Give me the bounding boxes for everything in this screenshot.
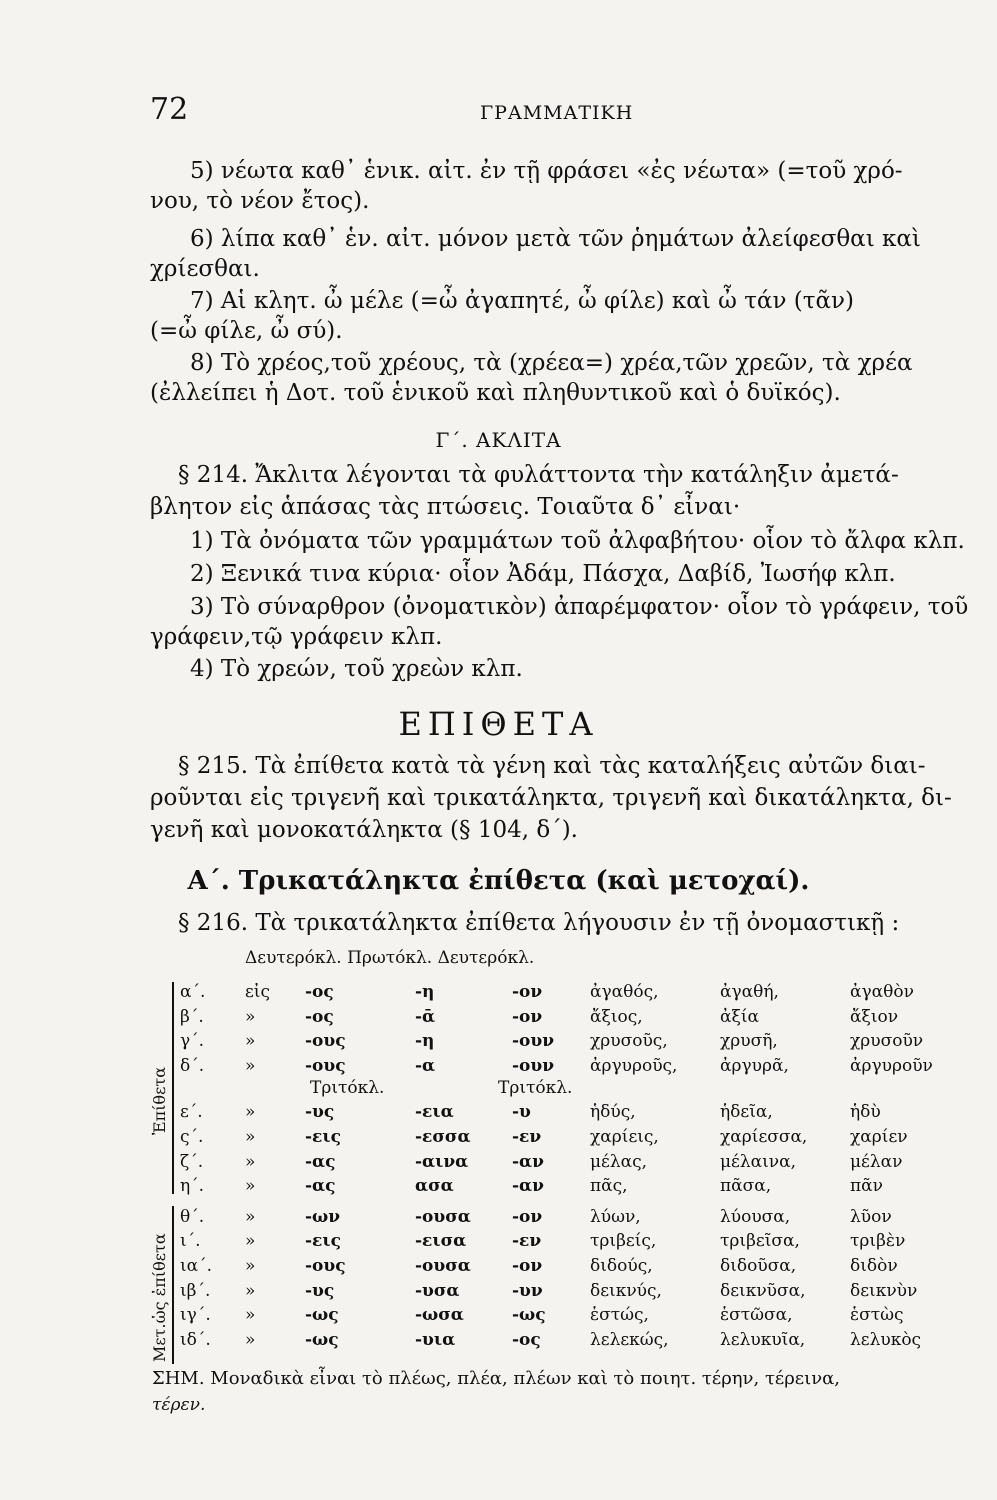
ending-masc: -εις: [305, 1231, 341, 1252]
row-number: ιβ΄.: [180, 1280, 211, 1301]
tritokl-row: [150, 1078, 950, 1100]
ending-neut: -εν: [512, 1126, 542, 1147]
word-fem: ἀγαθή,: [720, 982, 779, 1002]
word-fem: ἀξία: [720, 1006, 759, 1027]
subsection-title: Α΄. Τρικατάληκτα ἐπίθετα (καὶ μετοχαί).: [187, 866, 810, 896]
tritokl-label: Τριτόκλ.: [310, 1078, 385, 1099]
ending-fem: -εισα: [415, 1231, 467, 1252]
ending-fem: -η: [415, 1031, 435, 1052]
note-line: ΣΗΜ. Μοναδικὰ εἶναι τὸ πλέως, πλέα, πλέων καὶ τὸ ποιητ. τέρην, τέρεινα,: [152, 1368, 841, 1389]
text-line: (ἐλλείπει ἡ Δοτ. τοῦ ἑνικοῦ καὶ πληθυντικοῦ καὶ ὁ δυϊκός).: [150, 380, 841, 406]
ending-neut: -αν: [512, 1176, 544, 1197]
eis-cell: »: [245, 1006, 256, 1027]
row-number: ε΄.: [180, 1102, 203, 1123]
word-fem: λύουσα,: [720, 1206, 791, 1227]
word-neut: μέλαν: [850, 1151, 903, 1172]
ending-neut: -ον: [512, 1255, 543, 1276]
ending-masc: -εις: [305, 1126, 341, 1147]
word-neut: διδὸν: [850, 1255, 898, 1276]
ending-masc: -ας: [305, 1151, 336, 1172]
word-fem: δεικνῦσα,: [720, 1280, 806, 1301]
tritokl-label: Τριτόκλ.: [498, 1078, 573, 1099]
word-masc: ἡδύς,: [590, 1102, 636, 1123]
word-neut: χαρίεν: [850, 1126, 908, 1147]
text-line: γράφειν,τῷ γράφειν κλπ.: [150, 624, 443, 650]
table-row: [150, 1205, 950, 1230]
ending-fem: -υια: [415, 1329, 456, 1350]
word-masc: ἀγαθός,: [590, 982, 659, 1002]
ending-neut: -ον: [512, 1206, 543, 1227]
ending-masc: -ας: [305, 1176, 336, 1197]
ending-fem: -α: [415, 1055, 436, 1076]
ending-fem: -ᾱ: [415, 1006, 436, 1027]
table-row: [150, 1125, 950, 1150]
ending-fem: -υσα: [415, 1280, 460, 1301]
eis-cell: »: [245, 1126, 256, 1147]
word-masc: πᾶς,: [590, 1176, 628, 1197]
ending-fem: -αινα: [415, 1151, 469, 1172]
text-line: 4) Τὸ χρεών, τοῦ χρεὼν κλπ.: [190, 656, 523, 682]
ending-neut: -ως: [512, 1305, 546, 1326]
row-number: ια΄.: [180, 1255, 213, 1276]
endings-table: [150, 980, 950, 1352]
word-masc: ἑστώς,: [590, 1305, 649, 1326]
word-fem: πᾶσα,: [720, 1176, 772, 1197]
ending-masc: -υς: [305, 1102, 335, 1123]
word-masc: χαρίεις,: [590, 1126, 659, 1147]
text-line: § 214. Ἄκλιτα λέγονται τὰ φυλάττοντα τὴν κατάληξιν ἀμετά-: [178, 462, 899, 488]
word-fem: διδοῦσα,: [720, 1255, 797, 1276]
row-number: η΄.: [180, 1176, 205, 1197]
text-line: 7) Αἱ κλητ. ὦ μέλε (=ὦ ἀγαπητέ, ὦ φίλε) καὶ ὦ τάν (τᾶν): [190, 288, 854, 314]
text-line: νου, τὸ νέον ἔτος).: [150, 188, 370, 214]
text-line: χρίεσθαι.: [150, 256, 260, 282]
word-fem: χαρίεσσα,: [720, 1126, 808, 1147]
text-line: 8) Τὸ χρέος,τοῦ χρέους, τὰ (χρέεα=) χρέα,τῶν χρεῶν, τὰ χρέα: [190, 350, 913, 376]
text-line: 2) Ξενικά τινα κύρια· οἷον Ἀδάμ, Πάσχα, Δαβίδ, Ἰωσήφ κλπ.: [190, 561, 896, 587]
eis-cell: »: [245, 1305, 256, 1326]
eis-cell: εἰς: [245, 982, 270, 1002]
eis-cell: »: [245, 1176, 256, 1197]
text-line: 6) λίπα καθ᾽ ἑν. αἰτ. μόνον μετὰ τῶν ῥημάτων ἀλείφεσθαι καὶ: [190, 226, 921, 252]
ending-masc: -ους: [305, 1255, 346, 1276]
text-line: βλητον εἰς ἁπάσας τὰς πτώσεις. Τοιαῦτα δ᾽ εἶναι·: [150, 494, 741, 520]
table-row: [150, 1229, 950, 1254]
word-neut: λῦον: [850, 1206, 892, 1227]
section-title-akleta: Γ΄. ΑΚΛΙΤΑ: [435, 428, 562, 452]
ending-neut: -ον: [512, 1006, 543, 1027]
table-row: [150, 1100, 950, 1125]
note-line: τέρεν.: [152, 1395, 206, 1415]
ending-neut: -ουν: [512, 1055, 554, 1076]
word-neut: ἄξιον: [850, 1006, 899, 1027]
word-fem: ἑστῶσα,: [720, 1305, 793, 1326]
ending-fem: ασα: [415, 1176, 454, 1197]
eis-cell: »: [245, 1329, 256, 1350]
table-row: [150, 980, 950, 1005]
word-neut: ἀργυροῦν: [850, 1055, 933, 1076]
table-row: [150, 1279, 950, 1304]
word-fem: χρυσῆ,: [720, 1031, 778, 1052]
ending-fem: -ουσα: [415, 1255, 471, 1276]
word-neut: λελυκὸς: [850, 1329, 922, 1350]
word-neut: δεικνὺν: [850, 1280, 918, 1301]
ending-masc: -υς: [305, 1280, 335, 1301]
text-line: 3) Τὸ σύναρθρον (ὀνοματικὸν) ἀπαρέμφατον· οἷον τὸ γράφειν, τοῦ: [190, 594, 969, 620]
row-number: β΄.: [180, 1006, 204, 1027]
ending-masc: -ους: [305, 1031, 346, 1052]
word-neut: ἡδὺ: [850, 1102, 881, 1123]
row-number: θ΄.: [180, 1206, 205, 1227]
chapter-title: ΕΠΙΘΕΤΑ: [398, 705, 599, 743]
ending-masc: -ος: [305, 982, 334, 1002]
word-masc: διδούς,: [590, 1255, 653, 1276]
word-neut: ἀγαθὸν: [850, 982, 914, 1002]
ending-fem: -εσσα: [415, 1126, 471, 1147]
row-number: α΄.: [180, 982, 206, 1002]
word-neut: τριβὲν: [850, 1231, 906, 1252]
word-neut: πᾶν: [850, 1176, 883, 1197]
table-row: [150, 1005, 950, 1030]
text-line: 1) Τὰ ὀνόματα τῶν γραμμάτων τοῦ ἀλφαβήτου· οἷον τὸ ἄλφα κλπ.: [190, 528, 965, 554]
eis-cell: »: [245, 1151, 256, 1172]
text-line: 5) νέωτα καθ᾽ ἑνικ. αἰτ. ἐν τῇ φράσει «ἐς νέωτα» (=τοῦ χρό-: [190, 158, 903, 184]
ending-masc: -ων: [305, 1206, 341, 1227]
word-neut: χρυσοῦν: [850, 1031, 924, 1052]
page-number: 72: [150, 92, 189, 127]
word-masc: μέλας,: [590, 1151, 648, 1172]
table-row: [150, 1054, 950, 1079]
word-fem: ἀργυρᾶ,: [720, 1055, 789, 1076]
word-neut: ἑστὼς: [850, 1305, 904, 1326]
table-header: Δευτερόκλ. Πρωτόκλ. Δευτερόκλ.: [245, 948, 535, 968]
text-line: § 216. Τὰ τρικατάληκτα ἐπίθετα λήγουσιν ἐν τῇ ὀνομαστικῇ :: [178, 910, 900, 936]
ending-neut: -υ: [512, 1102, 531, 1123]
eis-cell: »: [245, 1280, 256, 1301]
ending-masc: -ους: [305, 1055, 346, 1076]
eis-cell: »: [245, 1231, 256, 1252]
ending-masc: -ος: [305, 1006, 334, 1027]
ending-fem: -εια: [415, 1102, 454, 1123]
row-number: ι΄.: [180, 1231, 201, 1252]
row-number: δ΄.: [180, 1055, 205, 1076]
word-masc: τριβείς,: [590, 1231, 657, 1252]
word-fem: μέλαινα,: [720, 1151, 796, 1172]
table-row: [150, 1174, 950, 1199]
word-masc: λελεκώς,: [590, 1329, 669, 1350]
eis-cell: »: [245, 1055, 256, 1076]
eis-cell: »: [245, 1102, 256, 1123]
label-adjectives: Ἐπίθετα: [150, 1066, 169, 1135]
word-masc: ἄξιος,: [590, 1006, 643, 1027]
eis-cell: »: [245, 1206, 256, 1227]
text-line: γενῆ καὶ μονοκατάληκτα (§ 104, δ΄).: [150, 817, 578, 843]
row-number: ιγ΄.: [180, 1305, 211, 1326]
text-line: § 215. Τὰ ἐπίθετα κατὰ τὰ γένη καὶ τὰς καταλήξεις αὐτῶν διαι-: [178, 753, 926, 779]
row-number: γ΄.: [180, 1031, 205, 1052]
ending-fem: -η: [415, 982, 435, 1002]
row-number: ζ΄.: [180, 1151, 204, 1172]
row-number: ιδ΄.: [180, 1329, 211, 1350]
ending-fem: -ωσα: [415, 1305, 464, 1326]
word-masc: δεικνύς,: [590, 1280, 662, 1301]
ending-neut: -εν: [512, 1231, 542, 1252]
ending-masc: -ως: [305, 1305, 339, 1326]
text-line: ροῦνται εἰς τριγενῆ καὶ τρικατάληκτα, τριγενῆ καὶ δικατάληκτα, δι-: [150, 785, 952, 811]
word-masc: χρυσοῦς,: [590, 1031, 668, 1052]
eis-cell: »: [245, 1031, 256, 1052]
row-number: ς΄.: [180, 1126, 204, 1147]
table-row: [150, 1150, 950, 1175]
ending-neut: -υν: [512, 1280, 543, 1301]
ending-neut: -ος: [512, 1329, 541, 1350]
table-row: [150, 1254, 950, 1279]
word-fem: τριβεῖσα,: [720, 1231, 800, 1252]
text-line: (=ὦ φίλε, ὦ σύ).: [150, 318, 343, 344]
word-fem: λελυκυῖα,: [720, 1329, 806, 1350]
table-row: [150, 1303, 950, 1328]
word-fem: ἡδεῖα,: [720, 1102, 773, 1123]
eis-cell: »: [245, 1255, 256, 1276]
ending-neut: -αν: [512, 1151, 544, 1172]
running-title: ΓΡΑΜΜΑΤΙΚΗ: [480, 102, 634, 124]
word-masc: λύων,: [590, 1206, 641, 1227]
ending-neut: -ον: [512, 982, 543, 1002]
ending-masc: -ως: [305, 1329, 339, 1350]
table-row: [150, 1328, 950, 1353]
ending-neut: -ουν: [512, 1031, 554, 1052]
table-row: [150, 1029, 950, 1054]
label-participles: Μετ.ὡς ἐπίθετα: [150, 1233, 169, 1362]
ending-fem: -ουσα: [415, 1206, 471, 1227]
word-masc: ἀργυροῦς,: [590, 1055, 678, 1076]
